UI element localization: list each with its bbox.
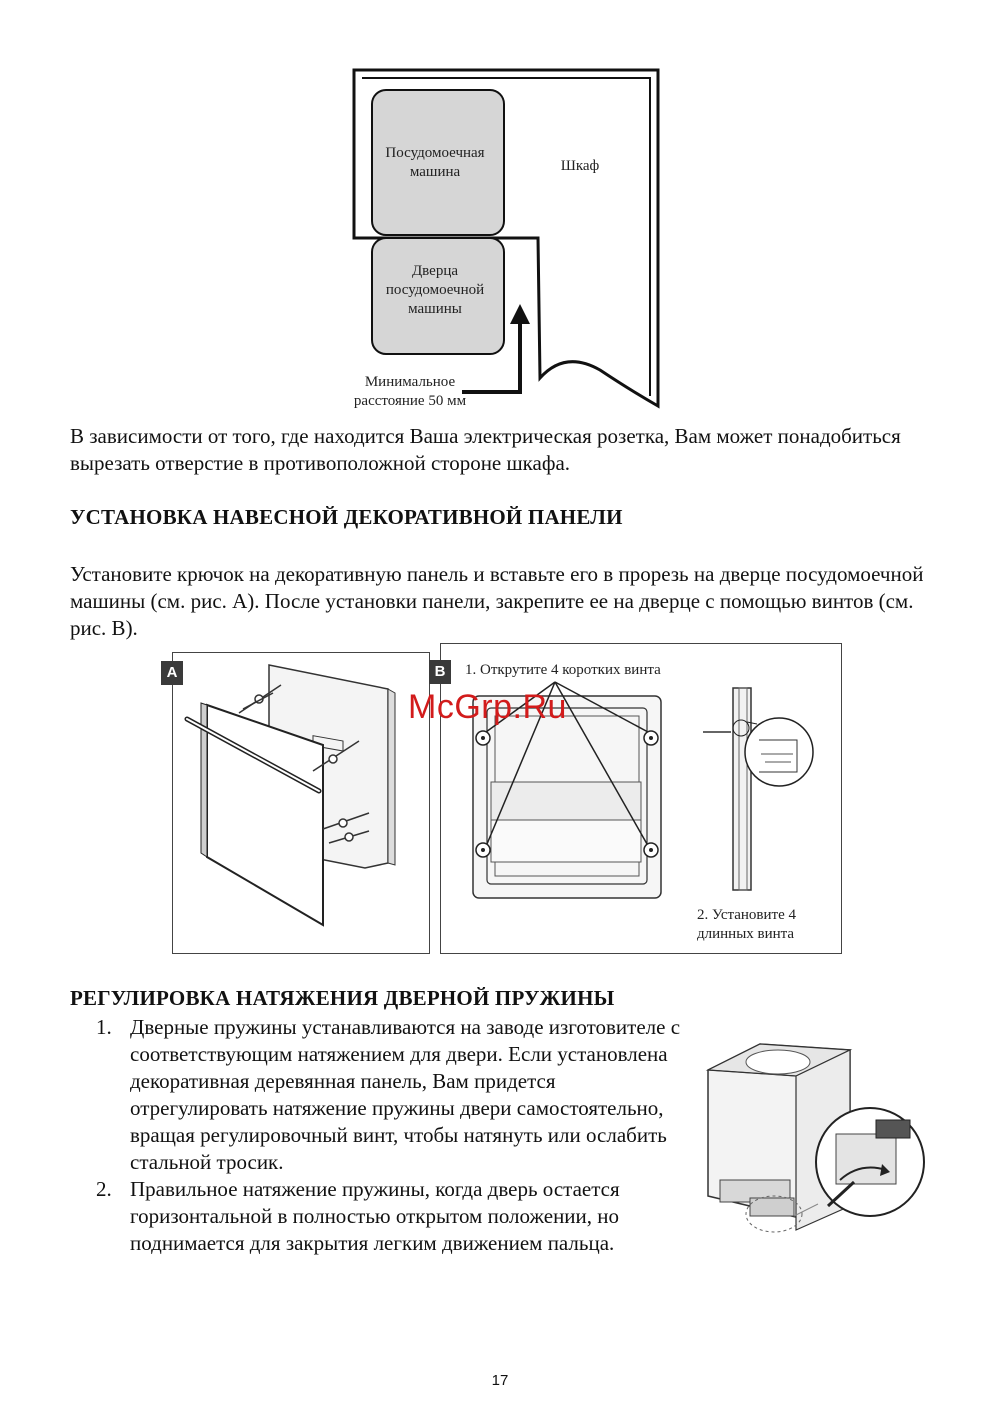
list-item-text: Дверные пружины устанавливаются на заводе изготовителе с соответствующим натяжением для двери. Если установлена декоративная деревянная панель, Вам придется отрегулировать натяжение пружины двери самостоятельно, вращая регулировочный винт, чтобы натянуть или ослабить стальной тросик. <box>130 1015 681 1174</box>
step1-caption: 1. Открутите 4 коротких винта <box>465 662 661 678</box>
figure-a-badge: A <box>161 661 183 685</box>
installation-diagram <box>340 60 670 410</box>
watermark: McGrp.Ru <box>408 688 567 726</box>
min-distance-label: Минимальное расстояние 50 мм <box>353 374 467 409</box>
list-item <box>96 1014 696 1176</box>
spring-instructions-list <box>96 1014 696 1257</box>
list-item-number: 2. <box>96 1177 112 1201</box>
figure-b-badge: B <box>429 660 451 684</box>
figure-a <box>166 652 430 954</box>
list-item-text: Правильное натяжение пружины, когда дверь остается горизонтальной в полностью открытом положении, но поднимается для закрытия легким движением пальца. <box>130 1177 620 1255</box>
door-label: Дверца посудомоечной машины <box>385 263 485 317</box>
section-heading-decorative-panel: УСТАНОВКА НАВЕСНОЙ ДЕКОРАТИВНОЙ ПАНЕЛИ <box>70 505 623 529</box>
page-number: 17 <box>491 1372 509 1389</box>
panel-mounting-illustration <box>173 653 429 953</box>
dishwasher-label: Посудомоечная машина <box>385 145 485 180</box>
decorative-panel-paragraph: Установите крючок на декоративную панель и вставьте его в прорезь на дверце посудомоечной машины (см. рис. А). После установки панели, закрепите ее на дверце с помощью винтов (см. рис. В). <box>70 562 924 640</box>
list-item <box>96 1176 696 1257</box>
step2-caption: 2. Установите 4 длинных винта <box>697 907 796 942</box>
cabinet-label: Шкаф <box>560 158 600 174</box>
section-heading-door-spring: РЕГУЛИРОВКА НАТЯЖЕНИЯ ДВЕРНОЙ ПРУЖИНЫ <box>70 986 615 1010</box>
list-item-number: 1. <box>96 1015 112 1039</box>
intro-paragraph: В зависимости от того, где находится Ваша электрическая розетка, Вам может понадобиться вырезать отверстие в противоположной стороне шкафа. <box>70 424 901 475</box>
spring-adjustment-illustration <box>700 1030 930 1250</box>
